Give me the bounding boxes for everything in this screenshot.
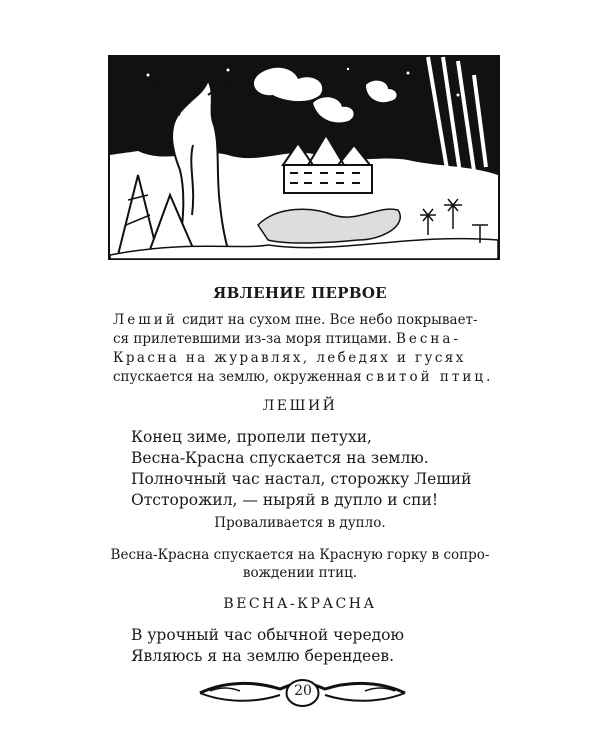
verse-vesna — [131, 625, 531, 667]
verse-line: Полночный час настал, сторожку Леший — [131, 470, 472, 488]
stage-direction-line-4 — [113, 368, 495, 387]
retinue-text: свитой птиц. — [365, 369, 494, 385]
stage-text: сидит на сухом пне. Все небо покрывает- — [177, 312, 478, 328]
verse-leshy — [131, 427, 531, 511]
character-name-vesna: Весна- — [395, 331, 462, 347]
stage-direction-3 — [0, 546, 600, 582]
page-number: 20 — [294, 683, 312, 699]
speaker-leshy: ЛЕШИЙ — [262, 398, 338, 414]
verse-line: Отсторожил, — ныряй в дупло и спи! — [131, 491, 439, 509]
stage-direction-line-2 — [113, 330, 495, 349]
stage-text: спускается на землю, окруженная — [113, 369, 366, 385]
verse-line: Являюсь я на землю берендеев. — [131, 647, 395, 665]
character-name-leshy: Леший — [113, 312, 178, 328]
verse-line: Весна-Красна спускается на землю. — [131, 449, 429, 467]
stage-text: ся прилетевшими из-за моря птицами. — [113, 331, 396, 347]
stage-direction-2: Проваливается в дупло. — [214, 515, 386, 531]
illustration-svg — [108, 55, 500, 260]
stage-direction — [113, 311, 495, 387]
scene-heading: ЯВЛЕНИЕ ПЕРВОЕ — [213, 284, 387, 302]
stage-direction-3-line-1: Весна-Красна спускается на Красную горку в сопро- — [110, 547, 490, 563]
speaker-vesna: ВЕСНА-КРАСНА — [223, 596, 377, 612]
winter-scene-illustration — [108, 55, 500, 260]
stage-direction-line-1 — [113, 311, 495, 330]
verse-line: В урочный час обычной чередою — [131, 626, 405, 644]
stage-direction-line-3: Красна на журавлях, лебедях и гусях — [113, 350, 466, 366]
verse-line: Конец зиме, пропели петухи, — [131, 428, 372, 446]
stage-direction-3-line-2: вождении птиц. — [242, 565, 358, 581]
